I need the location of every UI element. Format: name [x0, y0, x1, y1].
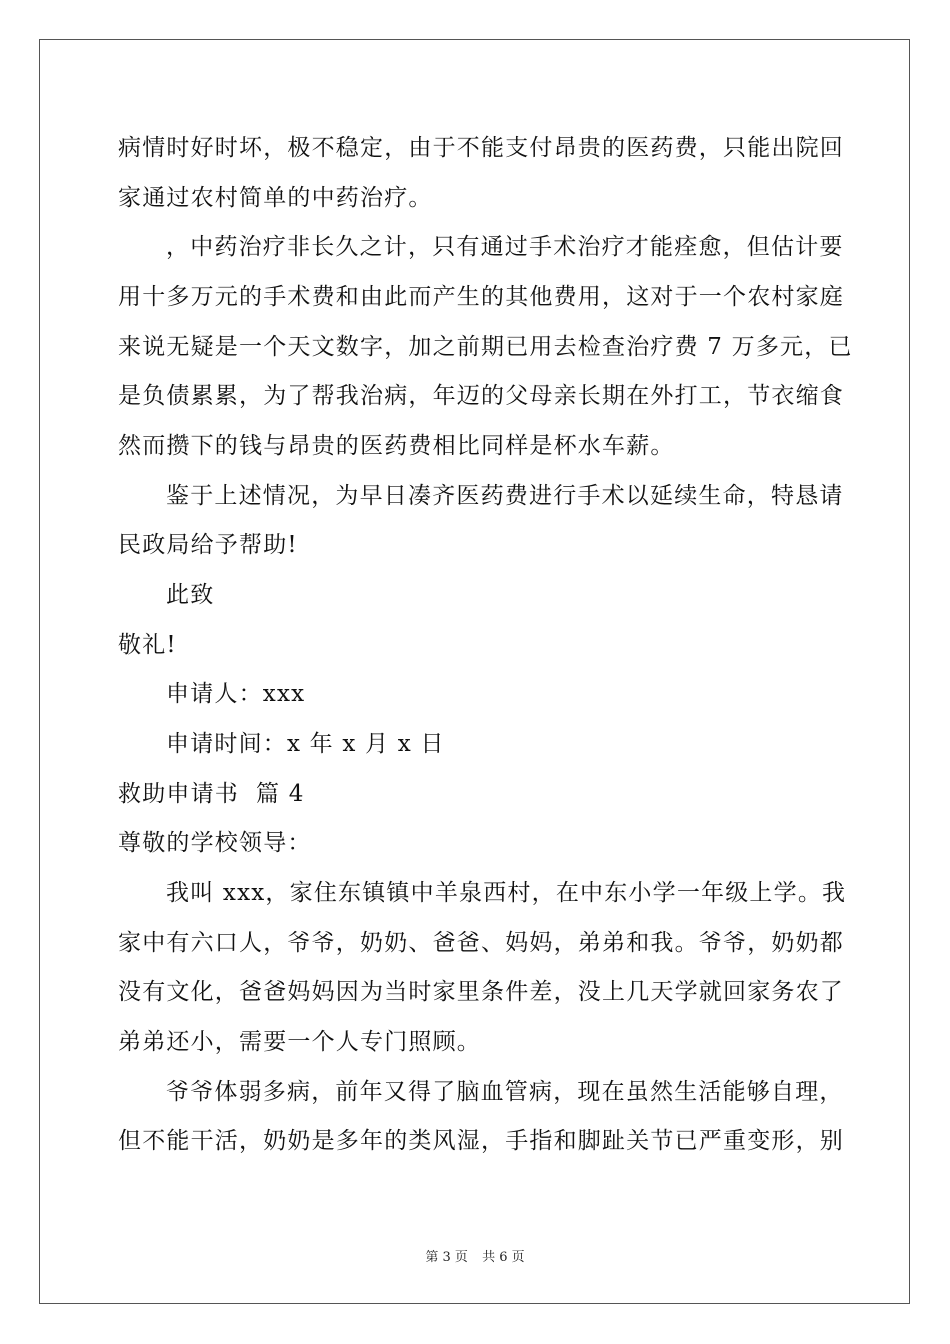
page-footer: [0, 1246, 950, 1265]
page-border: [39, 39, 910, 1304]
text-line: 家通过农村简单的中药治疗。: [118, 185, 433, 211]
page-total: 共 6 页: [482, 1250, 525, 1265]
text-line: ，中药治疗非长久之计，只有通过手术治疗才能痊愈，但估计要: [166, 234, 844, 260]
text-line: 民政局给予帮助!: [118, 532, 298, 558]
text-line: 来说无疑是一个天文数字，加之前期已用去检查治疗费 7 万多元，已: [118, 334, 853, 360]
text-line: 用十多万元的手术费和由此而产生的其他费用，这对于一个农村家庭: [118, 284, 844, 310]
section-title: 救助申请书 篇 4: [118, 781, 305, 807]
letter-greeting: 尊敬的学校领导：: [118, 830, 312, 856]
text-line: 然而攒下的钱与昂贵的医药费相比同样是杯水车薪。: [118, 433, 675, 459]
application-date: 申请时间：x 年 x 月 x 日: [166, 731, 445, 757]
text-line: 病情时好时坏，极不稳定，由于不能支付昂贵的医药费，只能出院回: [118, 135, 844, 161]
text-line: 鉴于上述情况，为早日凑齐医药费进行手术以延续生命，特恳请: [166, 483, 844, 509]
closing-salutation: 此致: [166, 582, 215, 608]
text-line: 弟弟还小，需要一个人专门照顾。: [118, 1029, 481, 1055]
closing-respect: 敬礼!: [118, 632, 177, 658]
text-line: 爷爷体弱多病，前年又得了脑血管病，现在虽然生活能够自理，: [166, 1079, 844, 1105]
text-line: 是负债累累，为了帮我治病，年迈的父母亲长期在外打工，节衣缩食: [118, 383, 844, 409]
text-line: 没有文化，爸爸妈妈因为当时家里条件差，没上几天学就回家务农了: [118, 979, 844, 1005]
text-line: 家中有六口人，爷爷，奶奶、爸爸、妈妈，弟弟和我。爷爷，奶奶都: [118, 930, 844, 956]
text-line: 我叫 xxx，家住东镇镇中羊泉西村，在中东小学一年级上学。我: [166, 880, 847, 906]
applicant-name: 申请人：xxx: [166, 681, 306, 707]
text-line: 但不能干活，奶奶是多年的类风湿，手指和脚趾关节已严重变形，别: [118, 1128, 844, 1154]
page-number: 第 3 页: [425, 1250, 468, 1265]
